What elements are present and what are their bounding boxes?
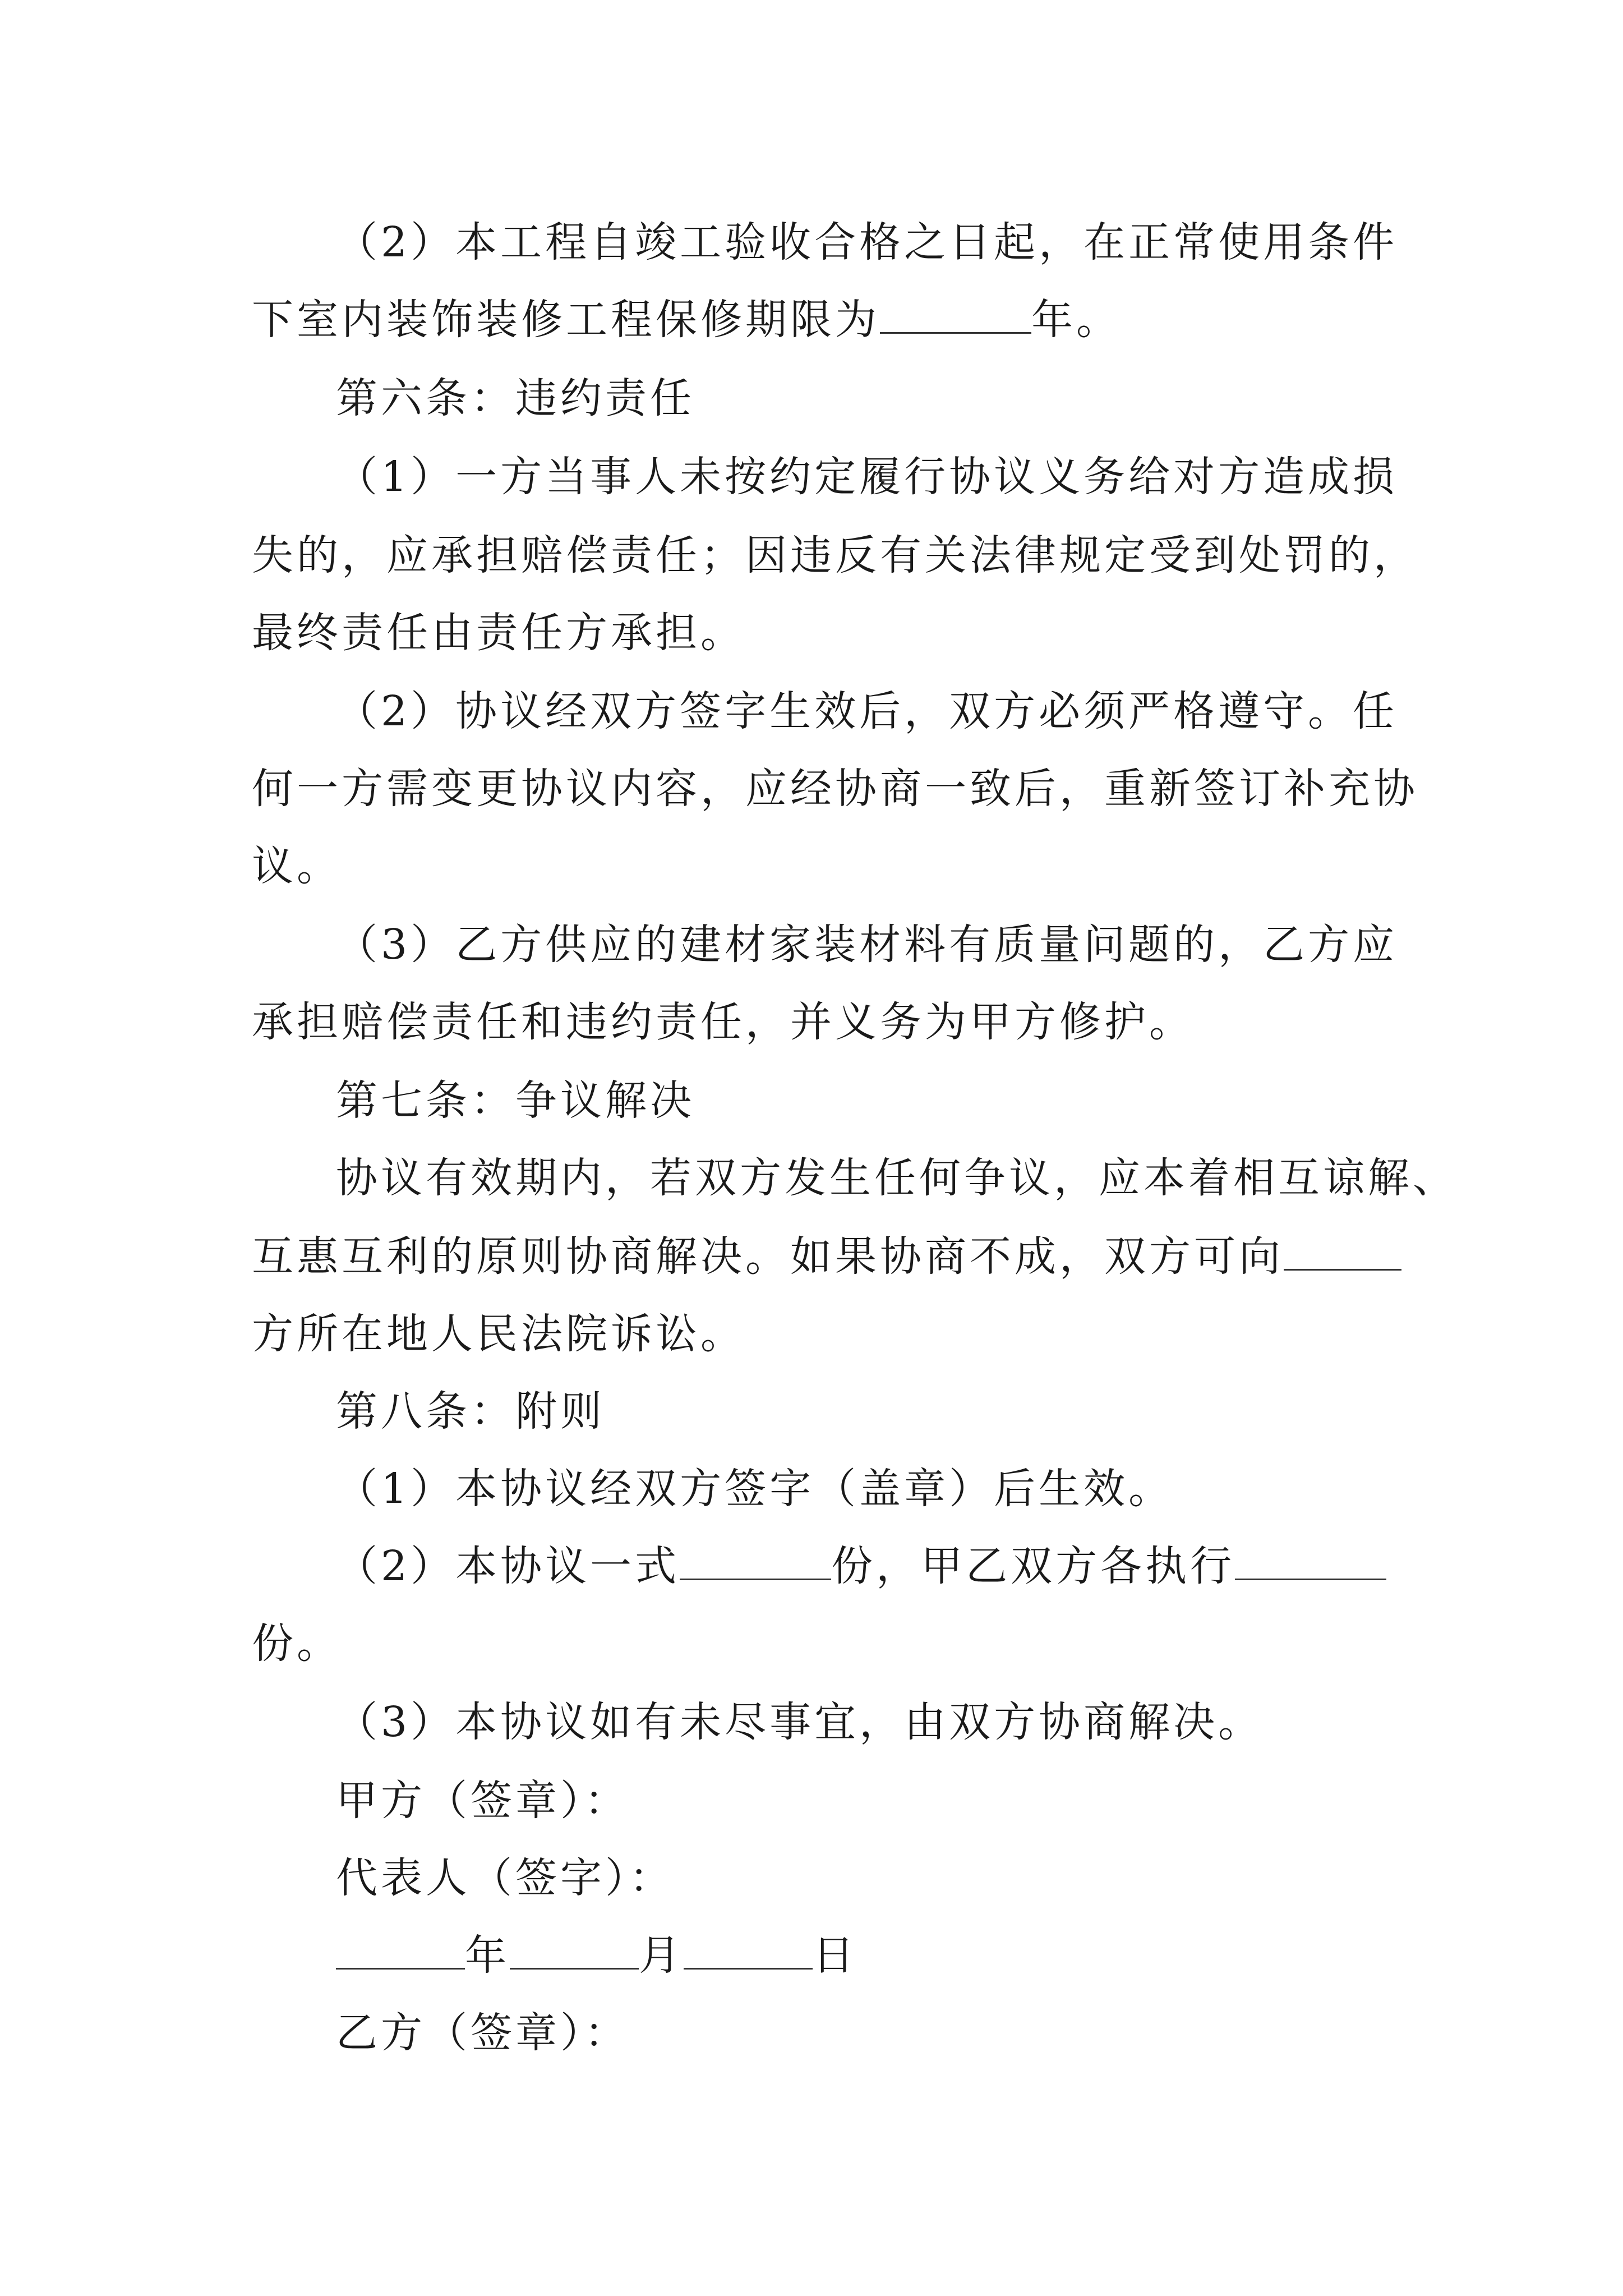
clause-5-2-line-1: （2）本工程自竣工验收合格之日起，在正常使用条件	[336, 218, 1398, 266]
clause-6-2-line-1: （2）协议经双方签字生效后，双方必须严格遵守。任	[336, 687, 1398, 735]
clause-8-2-line-1: （2）本协议一式 份，甲乙双方各执行	[336, 1538, 1386, 1594]
blank-copies-each	[1235, 1544, 1386, 1580]
signing-date: 年 月 日	[336, 1927, 857, 1984]
blank-warranty-years	[880, 297, 1031, 334]
blank-court-party	[1284, 1234, 1401, 1271]
blank-date-day	[684, 1933, 813, 1970]
clause-6-3-line-2: 承担赔偿责任和违约责任，并义务为甲方修护。	[252, 998, 1194, 1046]
article-6-title: 第六条：违约责任	[336, 374, 695, 422]
party-b-signature: 乙方（签章）：	[336, 2009, 629, 2057]
clause-6-2-line-3: 议。	[252, 842, 342, 890]
clause-6-2-line-2: 何一方需变更协议内容，应经协商一致后，重新签订补充协	[252, 765, 1418, 813]
blank-copies-total	[680, 1544, 831, 1580]
clause-6-1-line-2: 失的，应承担赔偿责任；因违反有关法律规定受到处罚的，	[252, 531, 1418, 579]
representative-signature: 代表人（签字）：	[336, 1854, 674, 1902]
clause-7-line-2: 互惠互利的原则协商解决。如果协商不成，双方可向	[252, 1228, 1401, 1285]
clause-7-line-3: 方所在地人民法院诉讼。	[252, 1310, 745, 1358]
article-8-title: 第八条：附则	[336, 1387, 605, 1435]
clause-8-1: （1）本协议经双方签字（盖章）后生效。	[336, 1465, 1174, 1513]
clause-8-3: （3）本协议如有未尽事宜，由双方协商解决。	[336, 1698, 1264, 1746]
clause-6-1-line-3: 最终责任由责任方承担。	[252, 609, 745, 657]
blank-date-month	[510, 1933, 639, 1970]
clause-7-line-1: 协议有效期内，若双方发生任何争议，应本着相互谅解、	[336, 1154, 1458, 1202]
clause-6-1-line-1: （1）一方当事人未按约定履行协议义务给对方造成损	[336, 453, 1398, 501]
article-7-title: 第七条：争议解决	[336, 1076, 695, 1125]
blank-date-year	[336, 1933, 465, 1970]
party-a-signature: 甲方（签章）：	[336, 1777, 629, 1825]
clause-8-2-line-2: 份。	[252, 1619, 342, 1668]
clause-6-3-line-1: （3）乙方供应的建材家装材料有质量问题的，乙方应	[336, 921, 1398, 969]
clause-5-2-line-2: 下室内装饰装修工程保修期限为 年。	[252, 296, 1121, 344]
document-page	[252, 0, 1458, 2296]
